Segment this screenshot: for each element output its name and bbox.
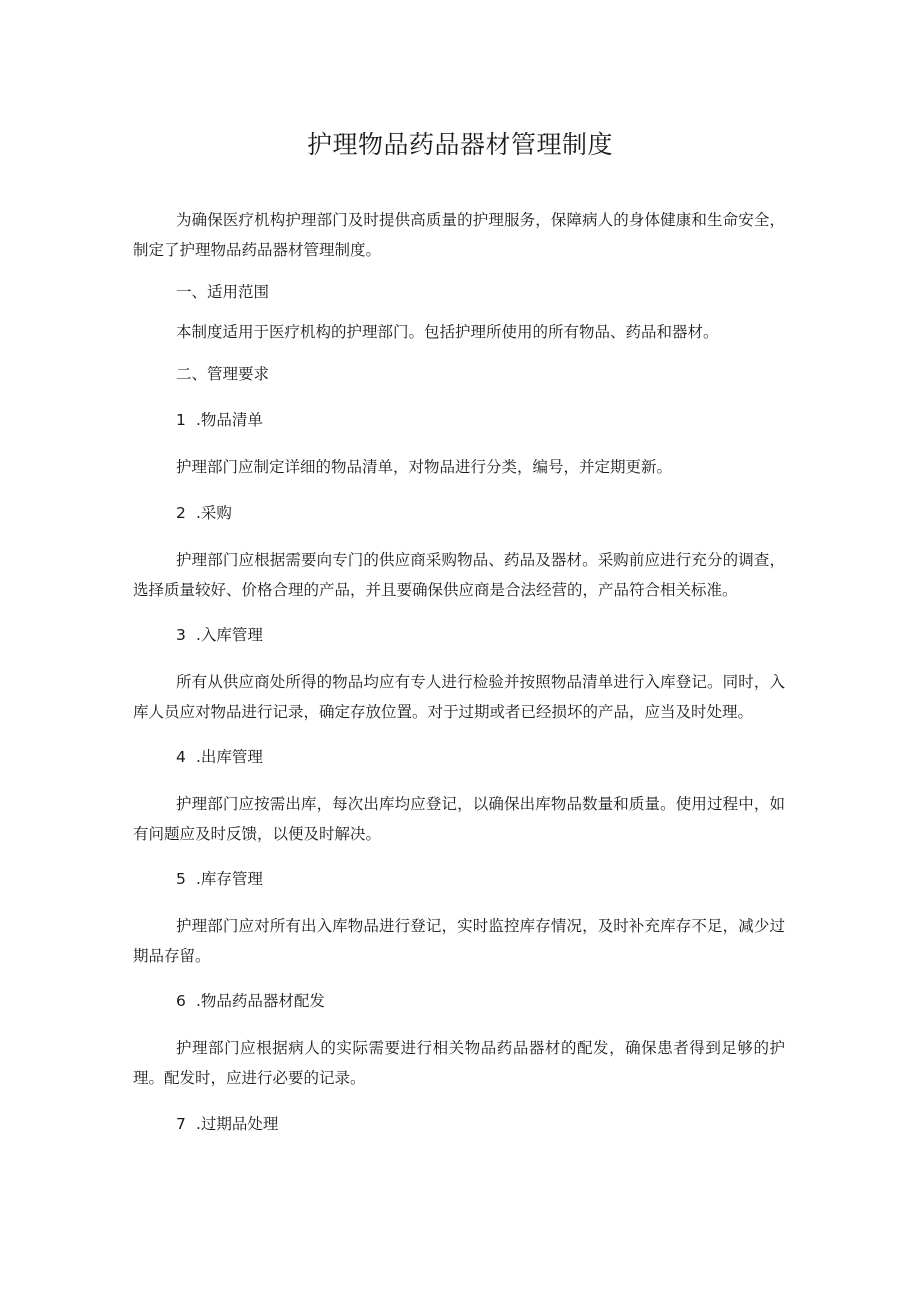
item-number: 4	[176, 748, 186, 766]
section-heading-scope: 一、适用范围	[176, 283, 270, 301]
page-title: 护理物品药品器材管理制度	[306, 130, 613, 159]
intro-paragraph: 为确保医疗机构护理部门及时提供高质量的护理服务，保障病人的身体健康和生命安全，制定了护理物品药品器材管理制度。	[133, 211, 785, 259]
item-paragraph-3: 所有从供应商处所得的物品均应有专人进行检验并按照物品清单进行入库登记。同时，入库人员应对物品进行记录，确定存放位置。对于过期或者已经损坏的产品，应当及时处理。	[133, 673, 785, 721]
item-title: .入库管理	[196, 626, 263, 644]
item-number: 3	[176, 626, 186, 644]
item-number: 5	[176, 870, 186, 888]
section-heading-requirements: 二、管理要求	[176, 365, 270, 383]
item-heading-7	[176, 1112, 278, 1136]
item-paragraph-5: 护理部门应对所有出入库物品进行登记，实时监控库存情况，及时补充库存不足，减少过期品存留。	[133, 917, 785, 965]
item-paragraph-6: 护理部门应根据病人的实际需要进行相关物品药品器材的配发，确保患者得到足够的护理。配发时，应进行必要的记录。	[133, 1039, 785, 1087]
item-heading-6	[176, 989, 325, 1013]
item-number: 1	[176, 411, 186, 429]
item-number: 7	[176, 1115, 186, 1133]
item-title: .物品药品器材配发	[196, 992, 325, 1010]
item-heading-5	[176, 867, 263, 891]
item-paragraph-1: 护理部门应制定详细的物品清单，对物品进行分类，编号，并定期更新。	[176, 458, 673, 476]
item-heading-2	[176, 501, 232, 525]
item-title: .物品清单	[196, 411, 263, 429]
item-heading-4	[176, 745, 263, 769]
scope-paragraph: 本制度适用于医疗机构的护理部门。包括护理所使用的所有物品、药品和器材。	[176, 323, 719, 341]
item-title: .库存管理	[196, 870, 263, 888]
item-number: 2	[176, 504, 186, 522]
item-paragraph-2: 护理部门应根据需要向专门的供应商采购物品、药品及器材。采购前应进行充分的调查，选择质量较好、价格合理的产品，并且要确保供应商是合法经营的，产品符合相关标准。	[133, 551, 785, 599]
item-paragraph-4: 护理部门应按需出库，每次出库均应登记，以确保出库物品数量和质量。使用过程中，如有问题应及时反馈，以便及时解决。	[133, 795, 785, 843]
item-heading-3	[176, 623, 263, 647]
item-title: .出库管理	[196, 748, 263, 766]
item-title: .过期品处理	[196, 1115, 279, 1133]
item-heading-1	[176, 408, 263, 432]
item-number: 6	[176, 992, 186, 1010]
item-title: .采购	[196, 504, 232, 522]
